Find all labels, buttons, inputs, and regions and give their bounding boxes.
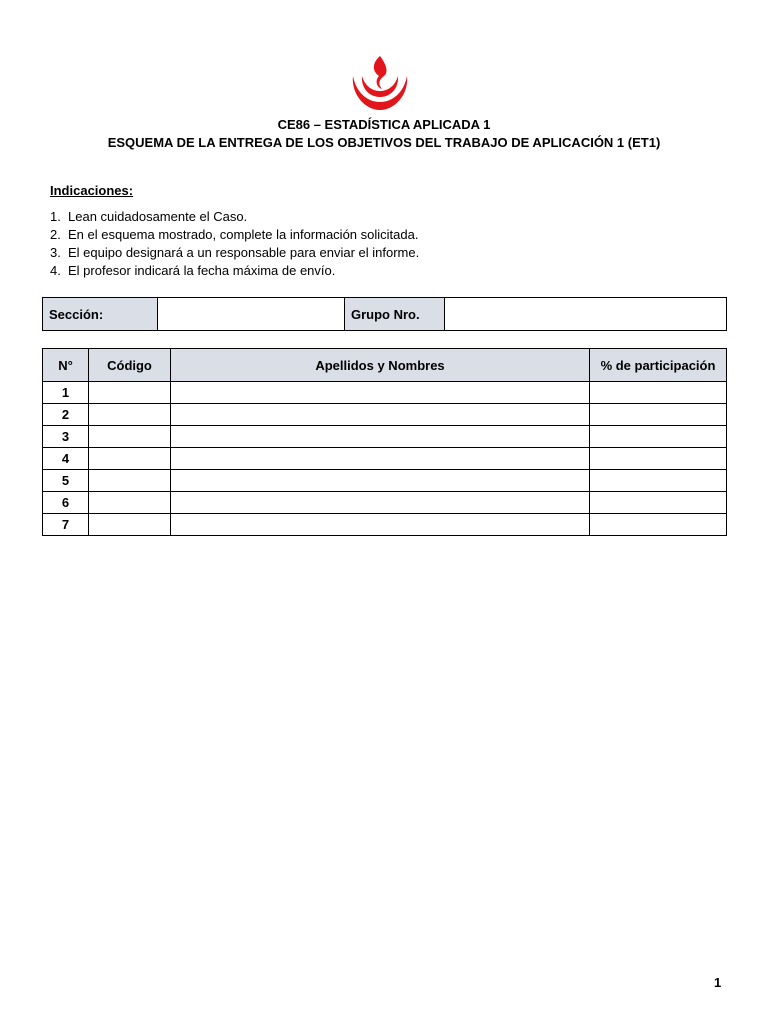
header-numero: N°: [43, 349, 89, 382]
table-row: [43, 426, 727, 448]
upc-logo: [349, 54, 411, 112]
nombres-cell[interactable]: [171, 470, 590, 492]
codigo-cell[interactable]: [89, 492, 171, 514]
participacion-cell[interactable]: [590, 514, 727, 536]
participacion-cell[interactable]: [590, 448, 727, 470]
row-number: 3: [43, 426, 89, 448]
codigo-cell[interactable]: [89, 514, 171, 536]
row-number: 5: [43, 470, 89, 492]
document-subtitle: ESQUEMA DE LA ENTREGA DE LOS OBJETIVOS DEL TRABAJO DE APLICACIÓN 1 (ET1): [107, 135, 661, 150]
header-participacion: % de participación: [590, 349, 727, 382]
list-item-text: El profesor indicará la fecha máxima de envío.: [68, 263, 336, 278]
list-item: [50, 262, 419, 280]
document-title: CE86 – ESTADÍSTICA APLICADA 1: [277, 117, 491, 132]
header-nombres: Apellidos y Nombres: [171, 349, 590, 382]
page-number: 1: [714, 975, 722, 990]
list-item-text: En el esquema mostrado, complete la información solicitada.: [68, 227, 419, 242]
row-number: 2: [43, 404, 89, 426]
seccion-label: Sección:: [43, 298, 158, 331]
nombres-cell[interactable]: [171, 448, 590, 470]
table-row: [43, 470, 727, 492]
participacion-cell[interactable]: [590, 492, 727, 514]
row-number: 6: [43, 492, 89, 514]
grupo-field[interactable]: [445, 298, 727, 331]
section-group-table: [42, 297, 727, 331]
codigo-cell[interactable]: [89, 382, 171, 404]
codigo-cell[interactable]: [89, 426, 171, 448]
list-item: [50, 244, 419, 262]
table-header-row: [43, 349, 727, 382]
nombres-cell[interactable]: [171, 426, 590, 448]
table-row: [43, 514, 727, 536]
nombres-cell[interactable]: [171, 514, 590, 536]
list-item: [50, 226, 419, 244]
seccion-field[interactable]: [158, 298, 345, 331]
table-row: [43, 492, 727, 514]
list-item: [50, 208, 419, 226]
members-table: [42, 348, 727, 536]
participacion-cell[interactable]: [590, 426, 727, 448]
indicaciones-list: [50, 208, 419, 280]
table-row: [43, 448, 727, 470]
indicaciones-heading: Indicaciones:: [50, 183, 134, 198]
participacion-cell[interactable]: [590, 404, 727, 426]
list-item-number: 1.: [50, 209, 61, 224]
list-item-text: El equipo designará a un responsable para enviar el informe.: [68, 245, 420, 260]
list-item-number: 2.: [50, 227, 61, 242]
nombres-cell[interactable]: [171, 382, 590, 404]
grupo-label: Grupo Nro.: [345, 298, 445, 331]
nombres-cell[interactable]: [171, 404, 590, 426]
table-row: [43, 404, 727, 426]
list-item-text: Lean cuidadosamente el Caso.: [68, 209, 248, 224]
participacion-cell[interactable]: [590, 470, 727, 492]
nombres-cell[interactable]: [171, 492, 590, 514]
codigo-cell[interactable]: [89, 448, 171, 470]
row-number: 4: [43, 448, 89, 470]
row-number: 1: [43, 382, 89, 404]
codigo-cell[interactable]: [89, 404, 171, 426]
header-codigo: Código: [89, 349, 171, 382]
participacion-cell[interactable]: [590, 382, 727, 404]
codigo-cell[interactable]: [89, 470, 171, 492]
list-item-number: 3.: [50, 245, 61, 260]
table-row: [43, 382, 727, 404]
row-number: 7: [43, 514, 89, 536]
list-item-number: 4.: [50, 263, 61, 278]
